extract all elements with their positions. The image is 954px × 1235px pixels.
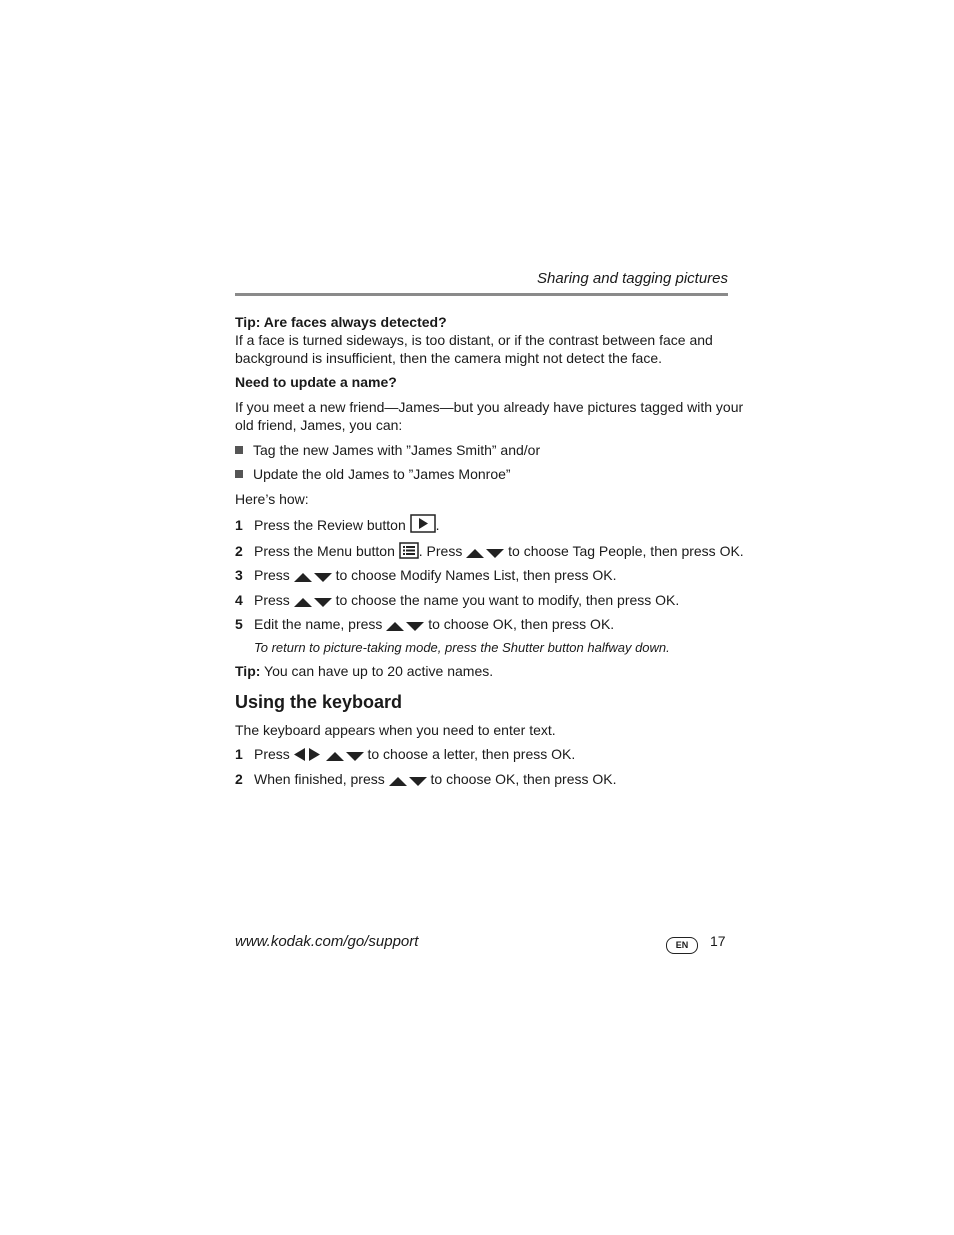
bullet-text: Update the old James to ”James Monroe” xyxy=(253,466,511,482)
section-heading: Using the keyboard xyxy=(235,692,403,712)
step-number: 5 xyxy=(235,616,243,632)
up-down-arrows-icon xyxy=(294,594,332,612)
left-right-arrows-icon xyxy=(294,747,322,766)
header-rule xyxy=(235,293,728,296)
menu-button-icon xyxy=(399,542,419,563)
tip-label: Tip: xyxy=(235,663,261,679)
up-down-arrows-icon xyxy=(386,618,424,636)
step-text: Press the Menu button xyxy=(254,543,395,559)
tip-line-1: If a face is turned sideways, is too distant, or if the contrast between face and xyxy=(235,332,713,348)
running-header: Sharing and tagging pictures xyxy=(537,270,728,287)
step-text: Edit the name, press xyxy=(254,616,383,632)
bullet-text: Tag the new James with ”James Smith” and/or xyxy=(253,442,541,458)
language-badge: EN xyxy=(666,937,698,954)
step-text: . xyxy=(435,517,440,533)
step-number: 1 xyxy=(235,517,243,533)
step-number: 2 xyxy=(235,543,243,559)
step-text: to choose Modify Names List, then press OK. xyxy=(335,567,617,583)
tip-line-2: background is insufficient, then the camera might not detect the face. xyxy=(235,350,662,366)
step-text: Press xyxy=(254,746,290,762)
step-3 xyxy=(235,566,616,587)
step-number: 2 xyxy=(235,771,243,787)
up-down-arrows-icon xyxy=(466,545,504,563)
tip-active-names xyxy=(235,662,493,680)
tip-text: You can have up to 20 active names. xyxy=(264,663,494,679)
step-2 xyxy=(235,542,744,563)
step-4 xyxy=(235,591,679,612)
up-down-arrows-icon xyxy=(389,773,427,791)
bullet-item xyxy=(235,441,540,459)
update-heading: Need to update a name? xyxy=(235,374,397,390)
up-down-arrows-icon xyxy=(294,569,332,587)
step-text: . Press xyxy=(418,543,463,559)
step-text: Press the Review button xyxy=(254,517,406,533)
bullet-marker xyxy=(235,470,243,478)
tip-heading: Tip: Are faces always detected? xyxy=(235,314,447,330)
step-5 xyxy=(235,615,614,636)
update-line-1: If you meet a new friend—James—but you already have pictures tagged with your xyxy=(235,399,744,415)
keyboard-intro: The keyboard appears when you need to enter text. xyxy=(235,722,556,738)
bullet-item xyxy=(235,465,511,483)
step-text: to choose the name you want to modify, then press OK. xyxy=(335,592,680,608)
step-number: 3 xyxy=(235,567,243,583)
update-line-2: old friend, James, you can: xyxy=(235,417,403,433)
step-text: Press xyxy=(254,592,290,608)
bullet-marker xyxy=(235,446,243,454)
step-number: 1 xyxy=(235,746,243,762)
up-down-arrows-icon xyxy=(326,748,364,766)
support-url: www.kodak.com/go/support xyxy=(235,933,419,950)
step-text: to choose a letter, then press OK. xyxy=(367,746,576,762)
step-1 xyxy=(235,514,440,537)
step-number: 4 xyxy=(235,592,243,608)
step-text: When finished, press xyxy=(254,771,385,787)
heres-how: Here’s how: xyxy=(235,491,309,507)
step-text: Press xyxy=(254,567,290,583)
shutter-note: To return to picture-taking mode, press the Shutter button halfway down. xyxy=(254,640,670,655)
step-text: to choose OK, then press OK. xyxy=(430,771,617,787)
keyboard-step-2 xyxy=(235,770,617,791)
step-text: to choose Tag People, then press OK. xyxy=(508,543,744,559)
review-button-icon xyxy=(410,514,436,537)
page-number: 17 xyxy=(710,933,726,949)
keyboard-step-1 xyxy=(235,745,575,766)
step-text: to choose OK, then press OK. xyxy=(428,616,615,632)
